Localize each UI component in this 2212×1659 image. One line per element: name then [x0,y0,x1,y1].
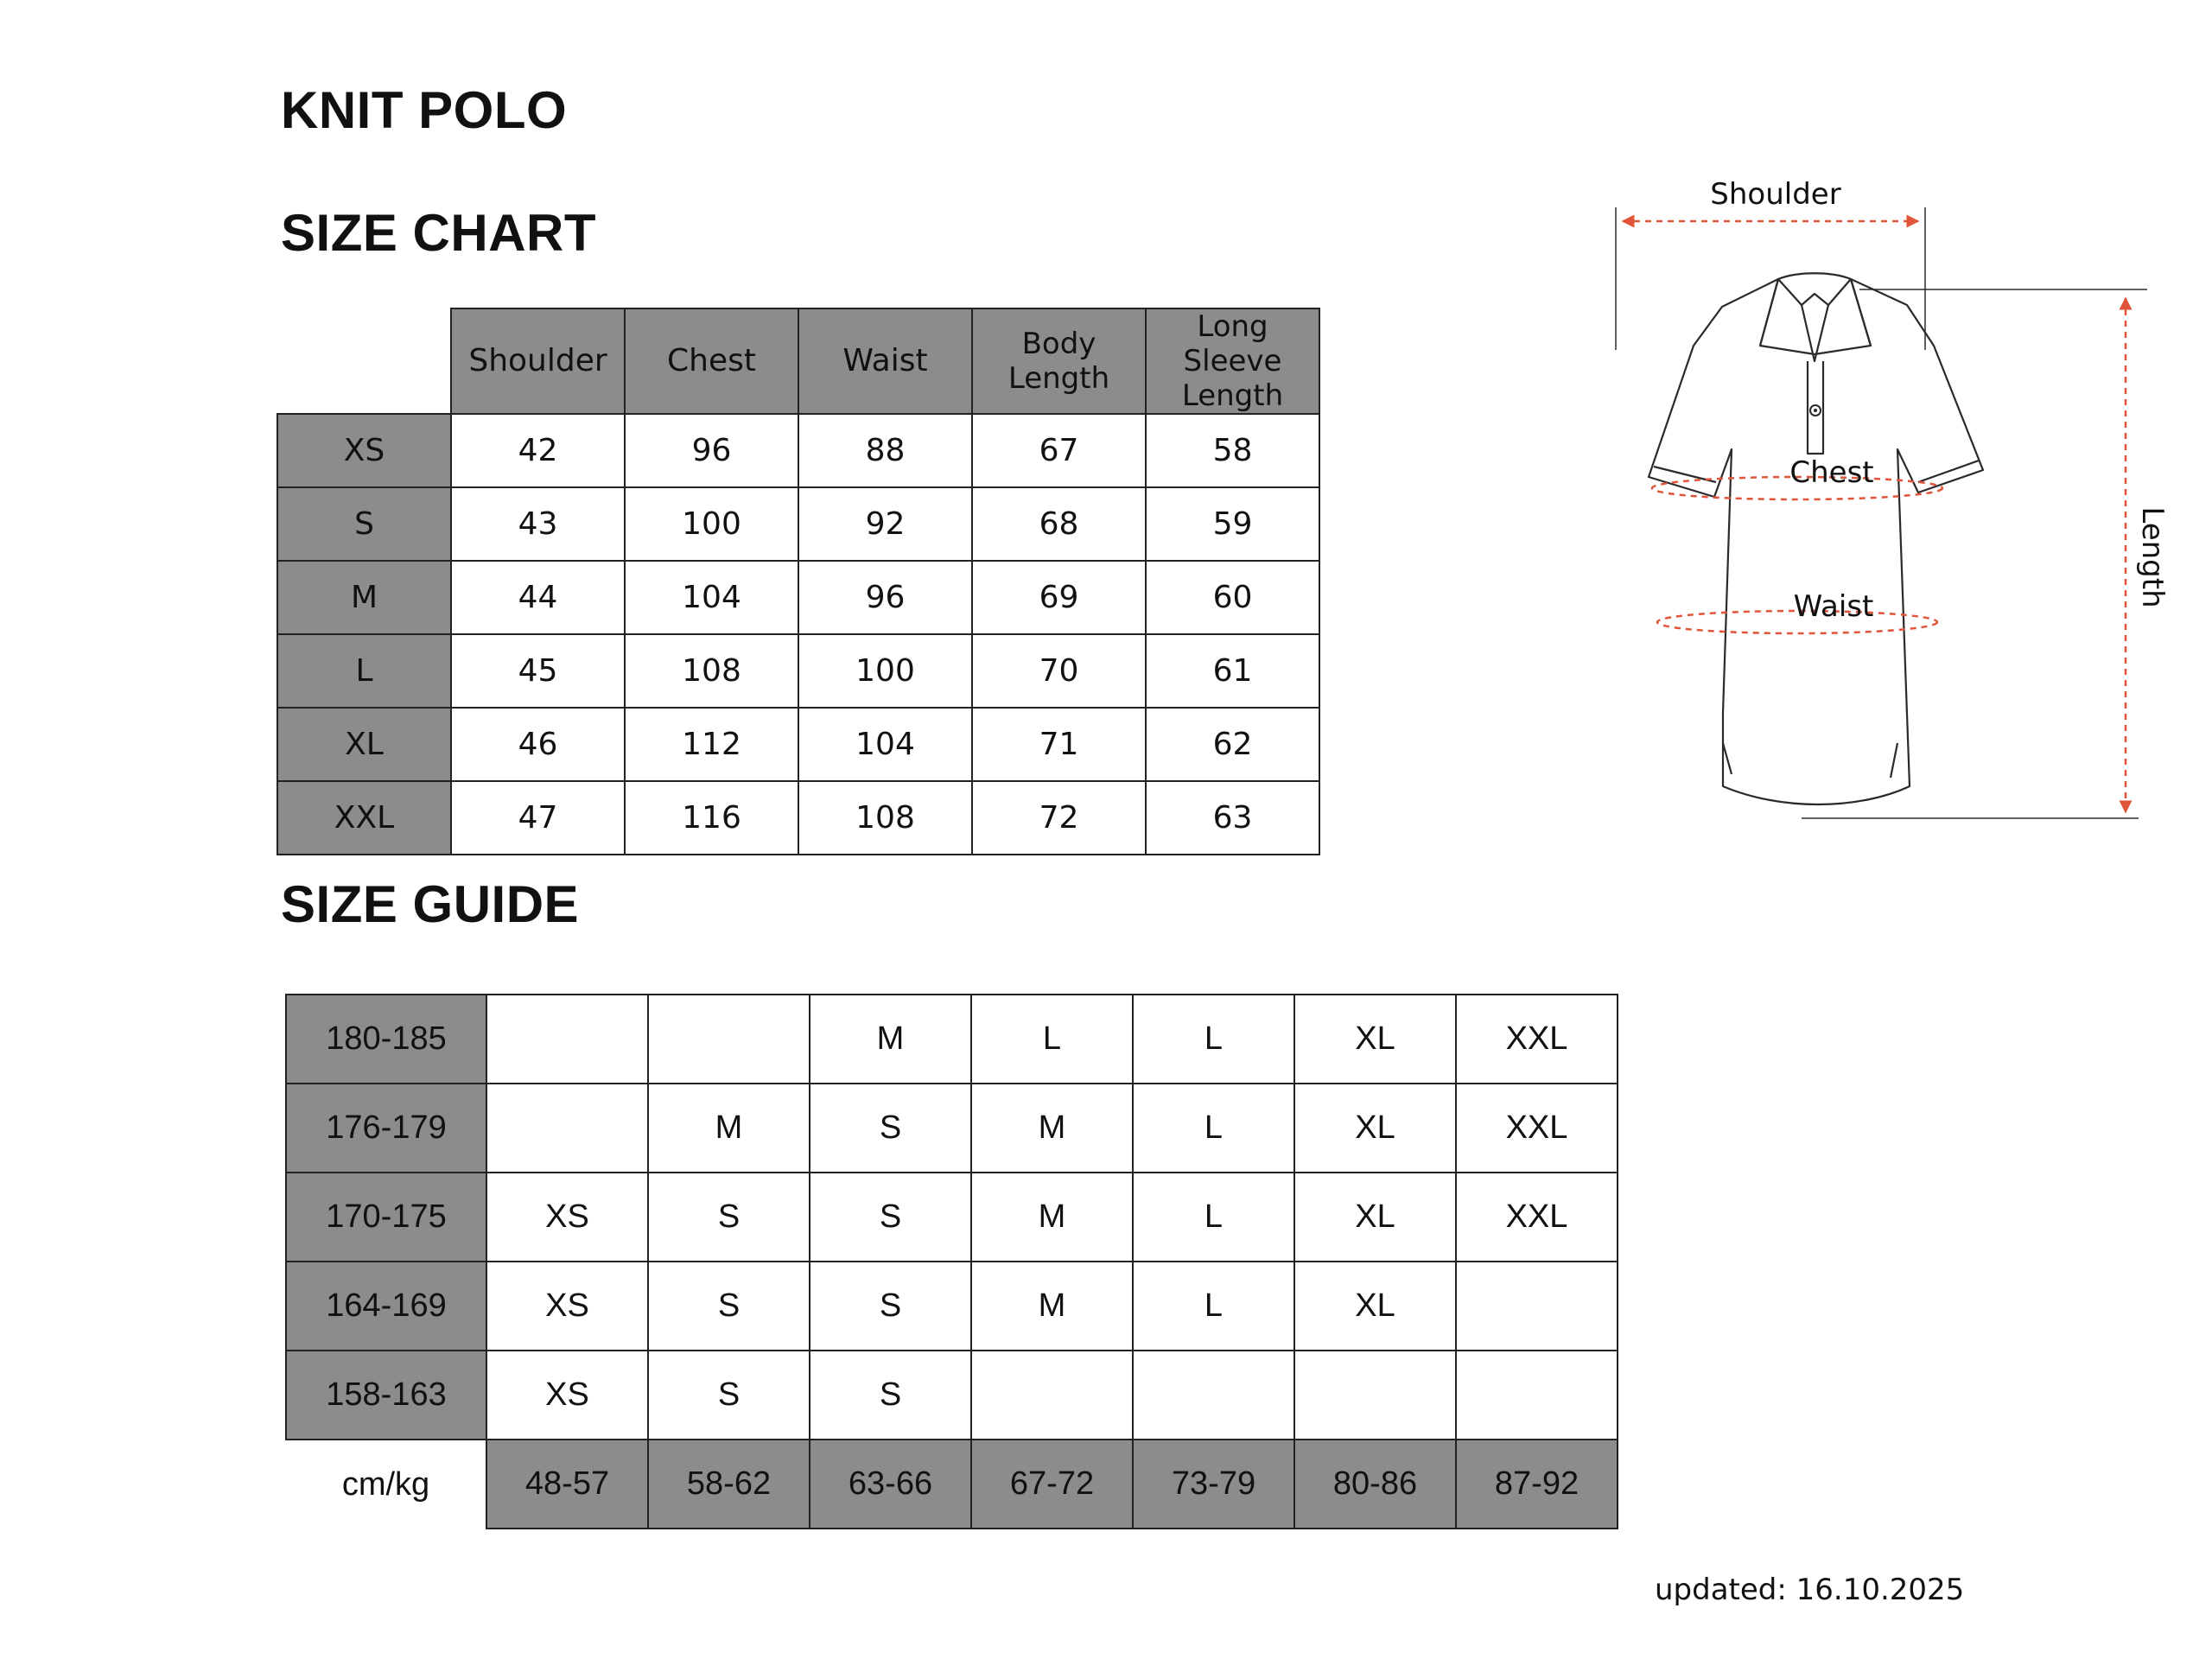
column-label-weight: 58-62 [648,1440,810,1529]
table-cell: 71 [972,708,1146,781]
table-cell: 47 [451,781,625,855]
column-label-weight: 73-79 [1133,1440,1294,1529]
table-cell: 88 [798,414,972,487]
column-header-waist: Waist [798,308,972,414]
row-label-size: XL [277,708,451,781]
column-label-weight: 80-86 [1294,1440,1456,1529]
table-cell: 42 [451,414,625,487]
table-cell: S [648,1173,810,1262]
row-label-size: M [277,561,451,634]
table-cell: M [971,1262,1133,1351]
table-cell: 63 [1146,781,1319,855]
weight-row [286,1440,1618,1529]
size-chart-header-row [277,308,1319,414]
table-cell: 72 [972,781,1146,855]
table-cell: M [971,1173,1133,1262]
polo-measurement-diagram [1538,164,2177,838]
table-cell: S [810,1351,971,1440]
column-label-weight: 48-57 [486,1440,648,1529]
size-guide-title: SIZE GUIDE [281,875,580,933]
table-cell: XL [1294,1084,1456,1173]
table-cell: S [648,1351,810,1440]
table-cell: XL [1294,1173,1456,1262]
table-cell: L [1133,1084,1294,1173]
table-cell [1294,1351,1456,1440]
table-cell: 68 [972,487,1146,561]
table-cell: 104 [798,708,972,781]
table-cell: XL [1294,1262,1456,1351]
table-cell: 100 [798,634,972,708]
table-row [286,1262,1618,1351]
row-label-size: S [277,487,451,561]
table-cell: S [810,1262,971,1351]
table-cell: 46 [451,708,625,781]
table-cell: XXL [1456,995,1618,1084]
row-label-height: 164-169 [286,1262,486,1351]
unit-label: cm/kg [341,1465,430,1503]
table-cell: XS [486,1262,648,1351]
table-cell [486,995,648,1084]
table-cell: 116 [625,781,798,855]
row-label-size: XXL [277,781,451,855]
column-header-body-length: Body Length [972,308,1146,414]
table-cell: 62 [1146,708,1319,781]
table-row [286,995,1618,1084]
row-label-height: 176-179 [286,1084,486,1173]
table-cell: L [1133,995,1294,1084]
button-icon [1814,409,1817,412]
table-cell [1133,1351,1294,1440]
table-cell: 104 [625,561,798,634]
table-row [277,708,1319,781]
column-header-shoulder: Shoulder [451,308,625,414]
table-cell: M [810,995,971,1084]
table-cell: XXL [1456,1084,1618,1173]
waist-label: Waist [1793,589,1874,624]
table-cell: 45 [451,634,625,708]
polo-shirt-outline [1649,273,1983,804]
table-cell [648,995,810,1084]
row-label-height: 158-163 [286,1351,486,1440]
table-cell: 70 [972,634,1146,708]
table-cell: XS [486,1351,648,1440]
table-cell: S [810,1084,971,1173]
table-cell: L [1133,1262,1294,1351]
table-cell: 44 [451,561,625,634]
size-guide-table [285,994,1618,1529]
table-cell: L [971,995,1133,1084]
row-label-size: L [277,634,451,708]
table-cell: M [971,1084,1133,1173]
table-cell: 96 [798,561,972,634]
column-label-weight: 63-66 [810,1440,971,1529]
column-label-weight: 87-92 [1456,1440,1618,1529]
column-header-long-sleeve-length: Long Sleeve Length [1146,308,1319,414]
table-row [286,1084,1618,1173]
table-row [277,561,1319,634]
table-cell: XXL [1456,1173,1618,1262]
table-cell: 59 [1146,487,1319,561]
shoulder-label: Shoulder [1710,177,1841,212]
table-cell: 67 [972,414,1146,487]
row-label-size: XS [277,414,451,487]
table-row [277,414,1319,487]
column-label-weight: 67-72 [971,1440,1133,1529]
table-row [277,487,1319,561]
row-label-height: 180-185 [286,995,486,1084]
row-label-height: 170-175 [286,1173,486,1262]
table-cell: XS [486,1173,648,1262]
table-cell: S [810,1173,971,1262]
table-cell: M [648,1084,810,1173]
table-row [286,1351,1618,1440]
table-cell: 43 [451,487,625,561]
table-cell: 58 [1146,414,1319,487]
table-cell [1456,1262,1618,1351]
table-cell: L [1133,1173,1294,1262]
updated-date: updated: 16.10.2025 [1655,1573,1965,1607]
table-cell: 108 [798,781,972,855]
table-row [286,1173,1618,1262]
page-title: KNIT POLO [281,81,568,139]
table-cell [1456,1351,1618,1440]
table-cell [971,1351,1133,1440]
table-cell: 60 [1146,561,1319,634]
table-cell: 61 [1146,634,1319,708]
column-header-chest: Chest [625,308,798,414]
table-cell: S [648,1262,810,1351]
table-cell: 108 [625,634,798,708]
table-cell: 96 [625,414,798,487]
table-row [277,781,1319,855]
table-corner [277,308,451,414]
table-cell: 69 [972,561,1146,634]
table-cell [486,1084,648,1173]
size-chart-title: SIZE CHART [281,204,596,262]
chest-label: Chest [1789,455,1874,490]
size-chart-table [276,308,1320,855]
table-cell: 92 [798,487,972,561]
table-row [277,634,1319,708]
table-cell: 112 [625,708,798,781]
length-label: Length [2135,506,2170,608]
table-cell: 100 [625,487,798,561]
table-cell: XL [1294,995,1456,1084]
